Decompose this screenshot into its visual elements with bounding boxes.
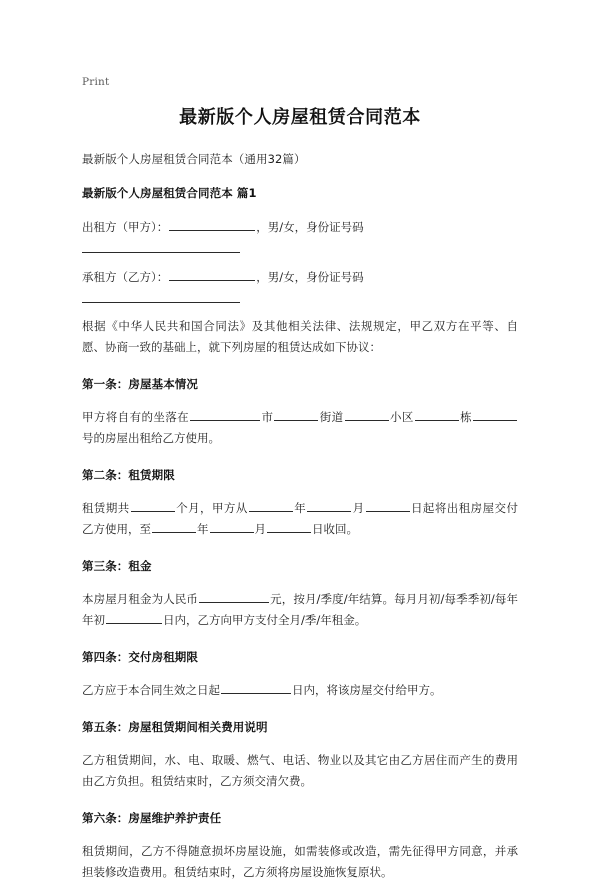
clause-2-seg-2: 年 [293, 500, 307, 515]
clause-1-blank-building[interactable] [415, 409, 459, 421]
clause-2-blank-start-year[interactable] [249, 500, 293, 512]
clause-3-seg-1: 元，按月/季度/年结算。每月月初/每季季初/每年年初 [82, 591, 518, 627]
clause-2-blank-start-month[interactable] [307, 500, 351, 512]
party-lessee-suffix: ，男/女，身份证号码 [256, 270, 364, 285]
clause-2-seg-5: 年 [197, 521, 209, 536]
clause-4-seg-1: 日内，将该房屋交付给甲方。 [292, 682, 442, 697]
clause-2-body [82, 498, 518, 540]
clause-3-seg-0: 本房屋月租金为人民币 [82, 591, 199, 606]
party-lessor-line [82, 217, 518, 253]
clause-3-body [82, 589, 518, 631]
clause-2-blank-end-year[interactable] [152, 521, 196, 533]
clause-6-heading: 第六条：房屋维护养护责任 [82, 810, 222, 825]
clause-5-heading: 第五条：房屋租赁期间相关费用说明 [82, 719, 268, 734]
clause-6-body: 租赁期间，乙方不得随意损坏房屋设施，如需装修或改造，需先征得甲方同意，并承担装修改造费用。租赁结束时，乙方须将房屋设施恢复原状。 [82, 843, 518, 879]
party-lessor-prefix: 出租方（甲方）： [82, 220, 169, 235]
clause-2-heading: 第二条：租赁期限 [82, 467, 175, 482]
clause-1-body [82, 407, 518, 449]
clause-3-seg-2: 日内，乙方向甲方支付全月/季/年租金。 [163, 612, 367, 627]
clause-2-seg-6: 月 [254, 521, 266, 536]
clause-1-seg-0: 甲方将自有的坐落在 [82, 409, 190, 424]
clause-3-blank-days[interactable] [106, 612, 162, 624]
clause-2-blank-end-month[interactable] [210, 521, 254, 533]
clause-1-heading: 第一条：房屋基本情况 [82, 376, 198, 391]
clause-2-blank-start-day[interactable] [366, 500, 410, 512]
party-lessee-prefix: 承租方（乙方）： [82, 270, 169, 285]
print-button[interactable]: Print [82, 76, 110, 88]
clause-1-seg-3: 小区 [389, 409, 414, 424]
party-lessor-suffix: ，男/女，身份证号码 [256, 220, 364, 235]
clause-3-heading: 第三条：租金 [82, 558, 152, 573]
party-lessee-line [82, 267, 518, 303]
clause-1-blank-street[interactable] [274, 409, 318, 421]
clause-2-seg-1: 个月，甲方从 [175, 500, 248, 515]
clause-3-blank-amount[interactable] [199, 591, 269, 603]
party-lessee-id-blank[interactable] [82, 291, 240, 303]
clause-1-blank-city[interactable] [190, 409, 260, 421]
party-lessee-name-blank[interactable] [169, 269, 255, 281]
clause-1-seg-4: 栋 [459, 409, 473, 424]
clause-1-seg-2: 街道 [319, 409, 344, 424]
document-subtitle: 最新版个人房屋租赁合同范本（通用32篇） [82, 152, 306, 166]
clause-2-seg-4: 日起将出租房屋交付乙方使用，至 [82, 500, 518, 536]
clause-1-seg-1: 市 [261, 409, 274, 424]
clause-1-blank-number[interactable] [473, 409, 517, 421]
clause-2-seg-3: 月 [352, 500, 365, 515]
clause-2-blank-months[interactable] [131, 500, 175, 512]
clause-4-seg-0: 乙方应于本合同生效之日起 [82, 682, 220, 697]
clause-2-blank-end-day[interactable] [267, 521, 311, 533]
clause-1-seg-5: 号的房屋出租给乙方使用。 [82, 430, 220, 445]
clause-1-blank-community[interactable] [345, 409, 389, 421]
party-lessor-id-blank[interactable] [82, 241, 240, 253]
clause-4-blank-days[interactable] [221, 682, 291, 694]
clause-5-body: 乙方租赁期间，水、电、取暖、燃气、电话、物业以及其它由乙方居住而产生的费用由乙方负担。租赁结束时，乙方须交清欠费。 [82, 752, 518, 788]
document-content [0, 104, 600, 883]
clause-2-seg-7: 日收回。 [312, 521, 358, 536]
preamble-paragraph: 根据《中华人民共和国合同法》及其他相关法律、法规规定，甲乙双方在平等、自愿、协商一致的基础上，就下列房屋的租赁达成如下协议： [82, 318, 518, 354]
clause-2-seg-0: 租赁期共 [82, 500, 130, 515]
print-toolbar [0, 0, 600, 92]
page-title: 最新版个人房屋租赁合同范本 [179, 107, 421, 128]
party-lessor-name-blank[interactable] [169, 219, 255, 231]
series-heading: 最新版个人房屋租赁合同范本 篇1 [82, 186, 257, 201]
clause-4-body [82, 680, 518, 701]
clause-4-heading: 第四条：交付房租期限 [82, 649, 198, 664]
